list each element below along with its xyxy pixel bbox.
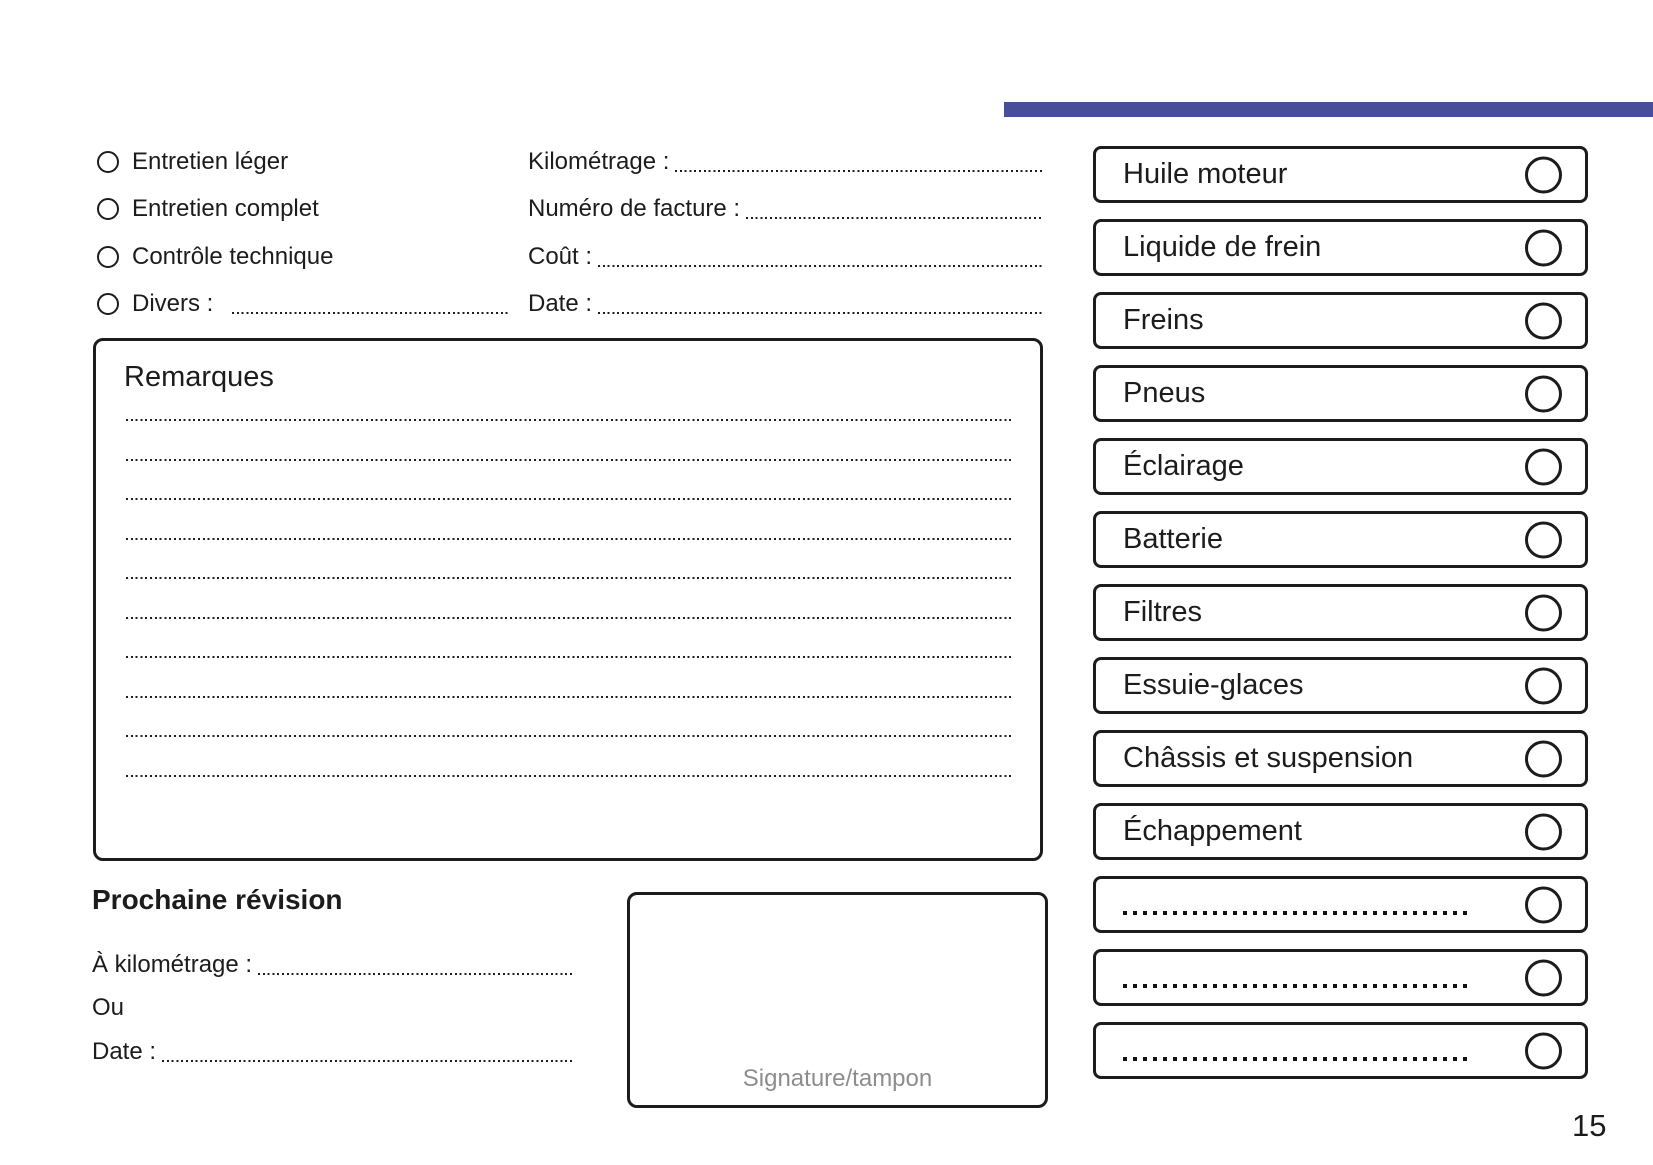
checklist-write-in-line[interactable] [1123,1057,1468,1061]
service-type-row [97,242,508,272]
remark-line[interactable] [126,577,1012,579]
checklist-label: Batterie [1123,523,1223,555]
next-mileage-row [92,950,575,980]
checklist-row-chassis-et-suspension [1093,730,1588,787]
checklist-blank-row [1093,1022,1588,1079]
checklist-row-echappement [1093,803,1588,860]
check-circle[interactable] [1525,229,1562,266]
remarks-lines [126,419,1012,777]
field-row [528,147,1043,177]
field-label: Kilométrage : [528,148,670,175]
remark-line[interactable] [126,459,1012,461]
check-circle[interactable] [1525,302,1562,339]
check-circle[interactable] [1525,740,1562,777]
checklist-write-in-line[interactable] [1123,911,1468,915]
remark-line[interactable] [126,735,1012,737]
checklist-row-filtres [1093,584,1588,641]
checklist-row-freins [1093,292,1588,349]
field-row [528,242,1043,272]
date-write-in-line[interactable] [598,312,1043,314]
remark-line[interactable] [126,419,1012,421]
checklist-label: Freins [1123,304,1204,336]
remark-line[interactable] [126,775,1012,777]
numero-facture-write-in-line[interactable] [746,217,1043,219]
checklist-label: Éclairage [1123,450,1244,482]
check-circle[interactable] [1525,959,1562,996]
checklist-label: Filtres [1123,596,1202,628]
page-number: 15 [1572,1108,1607,1143]
remark-line[interactable] [126,656,1012,658]
remark-line[interactable] [126,498,1012,500]
check-circle[interactable] [1525,594,1562,631]
checklist-label: Châssis et suspension [1123,742,1414,774]
service-type-label: Entretien complet [132,195,319,222]
remark-line[interactable] [126,617,1012,619]
check-circle[interactable] [1525,448,1562,485]
checklist-row-huile-moteur [1093,146,1588,203]
kilometrage-write-in-line[interactable] [675,170,1043,172]
checklist-label: Essuie-glaces [1123,669,1304,701]
checklist-blank-row [1093,949,1588,1006]
remarks-box [93,338,1043,861]
next-date-write-in-line[interactable] [162,1060,575,1062]
checklist-label: Pneus [1123,377,1206,409]
checklist-blank-row [1093,876,1588,933]
or-label: Ou [92,994,125,1021]
service-type-row [97,289,508,319]
field-label: Coût : [528,243,593,270]
radio-circle-entretien-leger[interactable] [97,151,119,173]
checklist-label: Liquide de frein [1123,231,1322,263]
next-mileage-label: À kilométrage : [92,951,253,978]
checklist-write-in-line[interactable] [1123,984,1468,988]
checklist-label: Huile moteur [1123,158,1288,190]
check-circle[interactable] [1525,375,1562,412]
signature-hint: Signature/tampon [742,1065,933,1092]
field-row [528,194,1043,224]
remarks-title: Remarques [124,361,274,393]
service-type-label: Divers : [132,290,214,317]
remark-line[interactable] [126,696,1012,698]
checklist-row-batterie [1093,511,1588,568]
field-label: Numéro de facture : [528,195,741,222]
check-circle[interactable] [1525,156,1562,193]
next-date-row [92,1037,575,1067]
next-date-label: Date : [92,1038,157,1065]
check-circle[interactable] [1525,813,1562,850]
service-type-label: Contrôle technique [132,243,334,270]
checklist-row-pneus [1093,365,1588,422]
signature-box[interactable] [627,892,1048,1108]
accent-bar [1004,102,1653,117]
field-label: Date : [528,290,593,317]
cout-write-in-line[interactable] [598,265,1043,267]
check-circle[interactable] [1525,1032,1562,1069]
check-circle[interactable] [1525,521,1562,558]
radio-circle-entretien-complet[interactable] [97,198,119,220]
radio-circle-divers[interactable] [97,293,119,315]
next-mileage-write-in-line[interactable] [258,973,575,975]
checklist-label: Échappement [1123,815,1302,847]
service-type-row [97,147,508,177]
divers-write-in-line[interactable] [232,312,508,314]
checklist-row-essuie-glaces [1093,657,1588,714]
check-circle[interactable] [1525,667,1562,704]
check-circle[interactable] [1525,886,1562,923]
service-type-row [97,194,508,224]
service-type-label: Entretien léger [132,148,289,175]
checklist-row-eclairage [1093,438,1588,495]
remark-line[interactable] [126,538,1012,540]
radio-circle-controle-technique[interactable] [97,246,119,268]
next-service-title: Prochaine révision [92,884,343,915]
field-row [528,289,1043,319]
checklist-row-liquide-de-frein [1093,219,1588,276]
